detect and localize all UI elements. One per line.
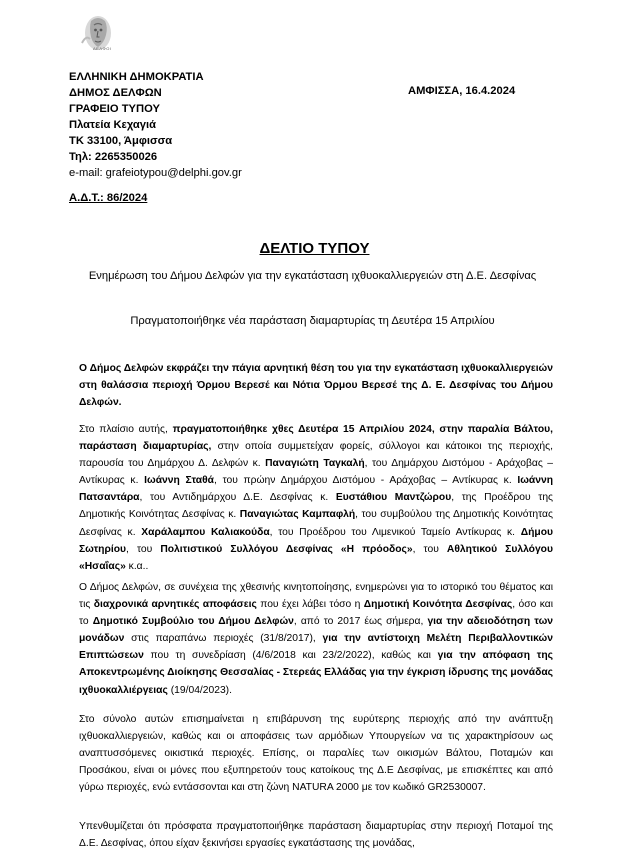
paragraph-4: Στο σύνολο αυτών επισημαίνεται η επιβάρυνση της ευρύτερης περιοχής από την ανάπτυξη ιχθυοκαλλιεργειών, καθώς και οι αποφάσεις των αρμόδιων Υπουργείων να τις χαρακτηρίσουν ως αναπτυσσόμενες οικιστικά περιοχές. Επίσης, οι παραλίες των οικισμών Βάλτου, Ποταμών και Προσάκου, είναι οι μόνες που εξυπηρετούν τους κατοίκους της Δ.Ε Δεσφίνας, με επισκέπτες και από γύρω περιοχές, ενώ εντάσσονται και στη ζώνη NATURA 2000 με τον κωδικό GR2530007. [79,714,553,794]
page-title: ΔΕΛΤΙΟ ΤΥΠΟΥ [259,240,370,257]
paragraph-2: Στο πλαίσιο αυτής, πραγματοποιήθηκε χθες Δευτέρα 15 Απριλίου 2024, στην παραλία Βάλτου, παράσταση διαμαρτυρίας, στην οποία συμμετείχαν φορείς, σύλλογοι και κάτοικοι της περιοχής, παρουσία του Δημάρχου Δ. Δελφών κ. Παναγιώτη Ταγκαλή, του Δημάρχου Διστόμου - Αράχοβας – Αντίκυρας κ. Ιωάννη Σταθά, του πρώην Δημάρχου Διστόμου - Αράχοβας – Αντίκυρας κ. Ιωάννη Πατσαντάρα, του Αντιδημάρχου Δ.Ε. Δεσφίνας κ. Ευστάθιου Μαντζώρου, της Προέδρου της Δημοτικής Κοινότητας Δεσφίνας κ. Παναγιώτας Καμπαφλή, του συμβούλου της Δημοτικής Κοινότητας Δεσφίνας κ. Χαράλαμπου Καλιακούδα, του Προέδρου του Λιμενικού Ταμείο Αντίκυρας κ. Δήμου Σωτηρίου, του Πολιτιστικού Συλλόγου Δεσφίνας «Η πρόοδος», του Αθλητικού Συλλόγου «Ησαΐας» κ.α.. [79,424,554,572]
paragraph-5: Υπενθυμίζεται ότι πρόσφατα πραγματοποιήθηκε παράσταση διαμαρτυρίας στην περιοχή Ποταμοί της Δ.Ε. Δεσφίνας, όπου είχαν ξεκινήσει εργασίες εγκατάστασης της μονάδας, [79,821,553,850]
header-postcode: ΤΚ 33100, Άμφισσα [69,135,173,147]
header-municipality: ΔΗΜΟΣ ΔΕΛΦΩΝ [69,87,162,99]
subtitle-2: Πραγματοποιήθηκε νέα παράσταση διαμαρτυρίας τη Δευτέρα 15 Απριλίου [130,315,495,327]
logo-caption: ΔΕΛΦΟΙ [93,46,112,51]
press-number: Α.Δ.Τ.: 86/2024 [69,192,148,204]
header-office: ΓΡΑΦΕΙΟ ΤΥΠΟΥ [69,103,160,115]
paragraph-3: Ο Δήμος Δελφών, σε συνέχεια της χθεσινής κινητοποίησης, ενημερώνει για το ιστορικό του θέματος και τις διαχρονικά αρνητικές αποφάσεις που έχει λάβει τόσο η Δημοτική Κοινότητα Δεσφίνας, όσο και το Δημοτικό Συμβούλιο του Δήμου Δελφών, από το 2017 έως σήμερα, για την αδειοδότηση των μονάδων στις παραπάνω περιοχές (31/8/2017), για την αντίστοιχη Μελέτη Περιβαλλοντικών Επιπτώσεων που τη συνεδρίαση (4/6/2018 και 23/2/2022), καθώς και για την απόφαση της Αποκεντρωμένης Διοίκησης Θεσσαλίας - Στερεάς Ελλάδας για την έγκριση ίδρυσης της μονάδας ιχθυοκαλλιέργειας (19/04/2023). [79,582,554,696]
subtitle: Ενημέρωση του Δήμου Δελφών για την εγκατάσταση ιχθυοκαλλιεργειών στη Δ.Ε. Δεσφίνας [88,270,537,282]
header-country: ΕΛΛΗΝΙΚΗ ΔΗΜΟΚΡΑΤΙΑ [69,71,204,83]
header-email[interactable]: e-mail: grafeiotypou@delphi.gov.gr [69,167,242,179]
press-date: ΑΜΦΙΣΣΑ, 16.4.2024 [408,85,516,97]
header-phone: Τηλ: 2265350026 [69,151,158,163]
paragraph-1: Ο Δήμος Δελφών εκφράζει την πάγια αρνητική θέση του για την εγκατάσταση ιχθυοκαλλιεργειών στη θαλάσσια περιοχή Όρμου Βερεσέ και Νότια Όρμου Βερεσέ της Δ. Ε. Δεσφίνας του Δήμου Δελφών. [79,363,553,409]
header-address: Πλατεία Κεχαγιά [69,119,156,131]
